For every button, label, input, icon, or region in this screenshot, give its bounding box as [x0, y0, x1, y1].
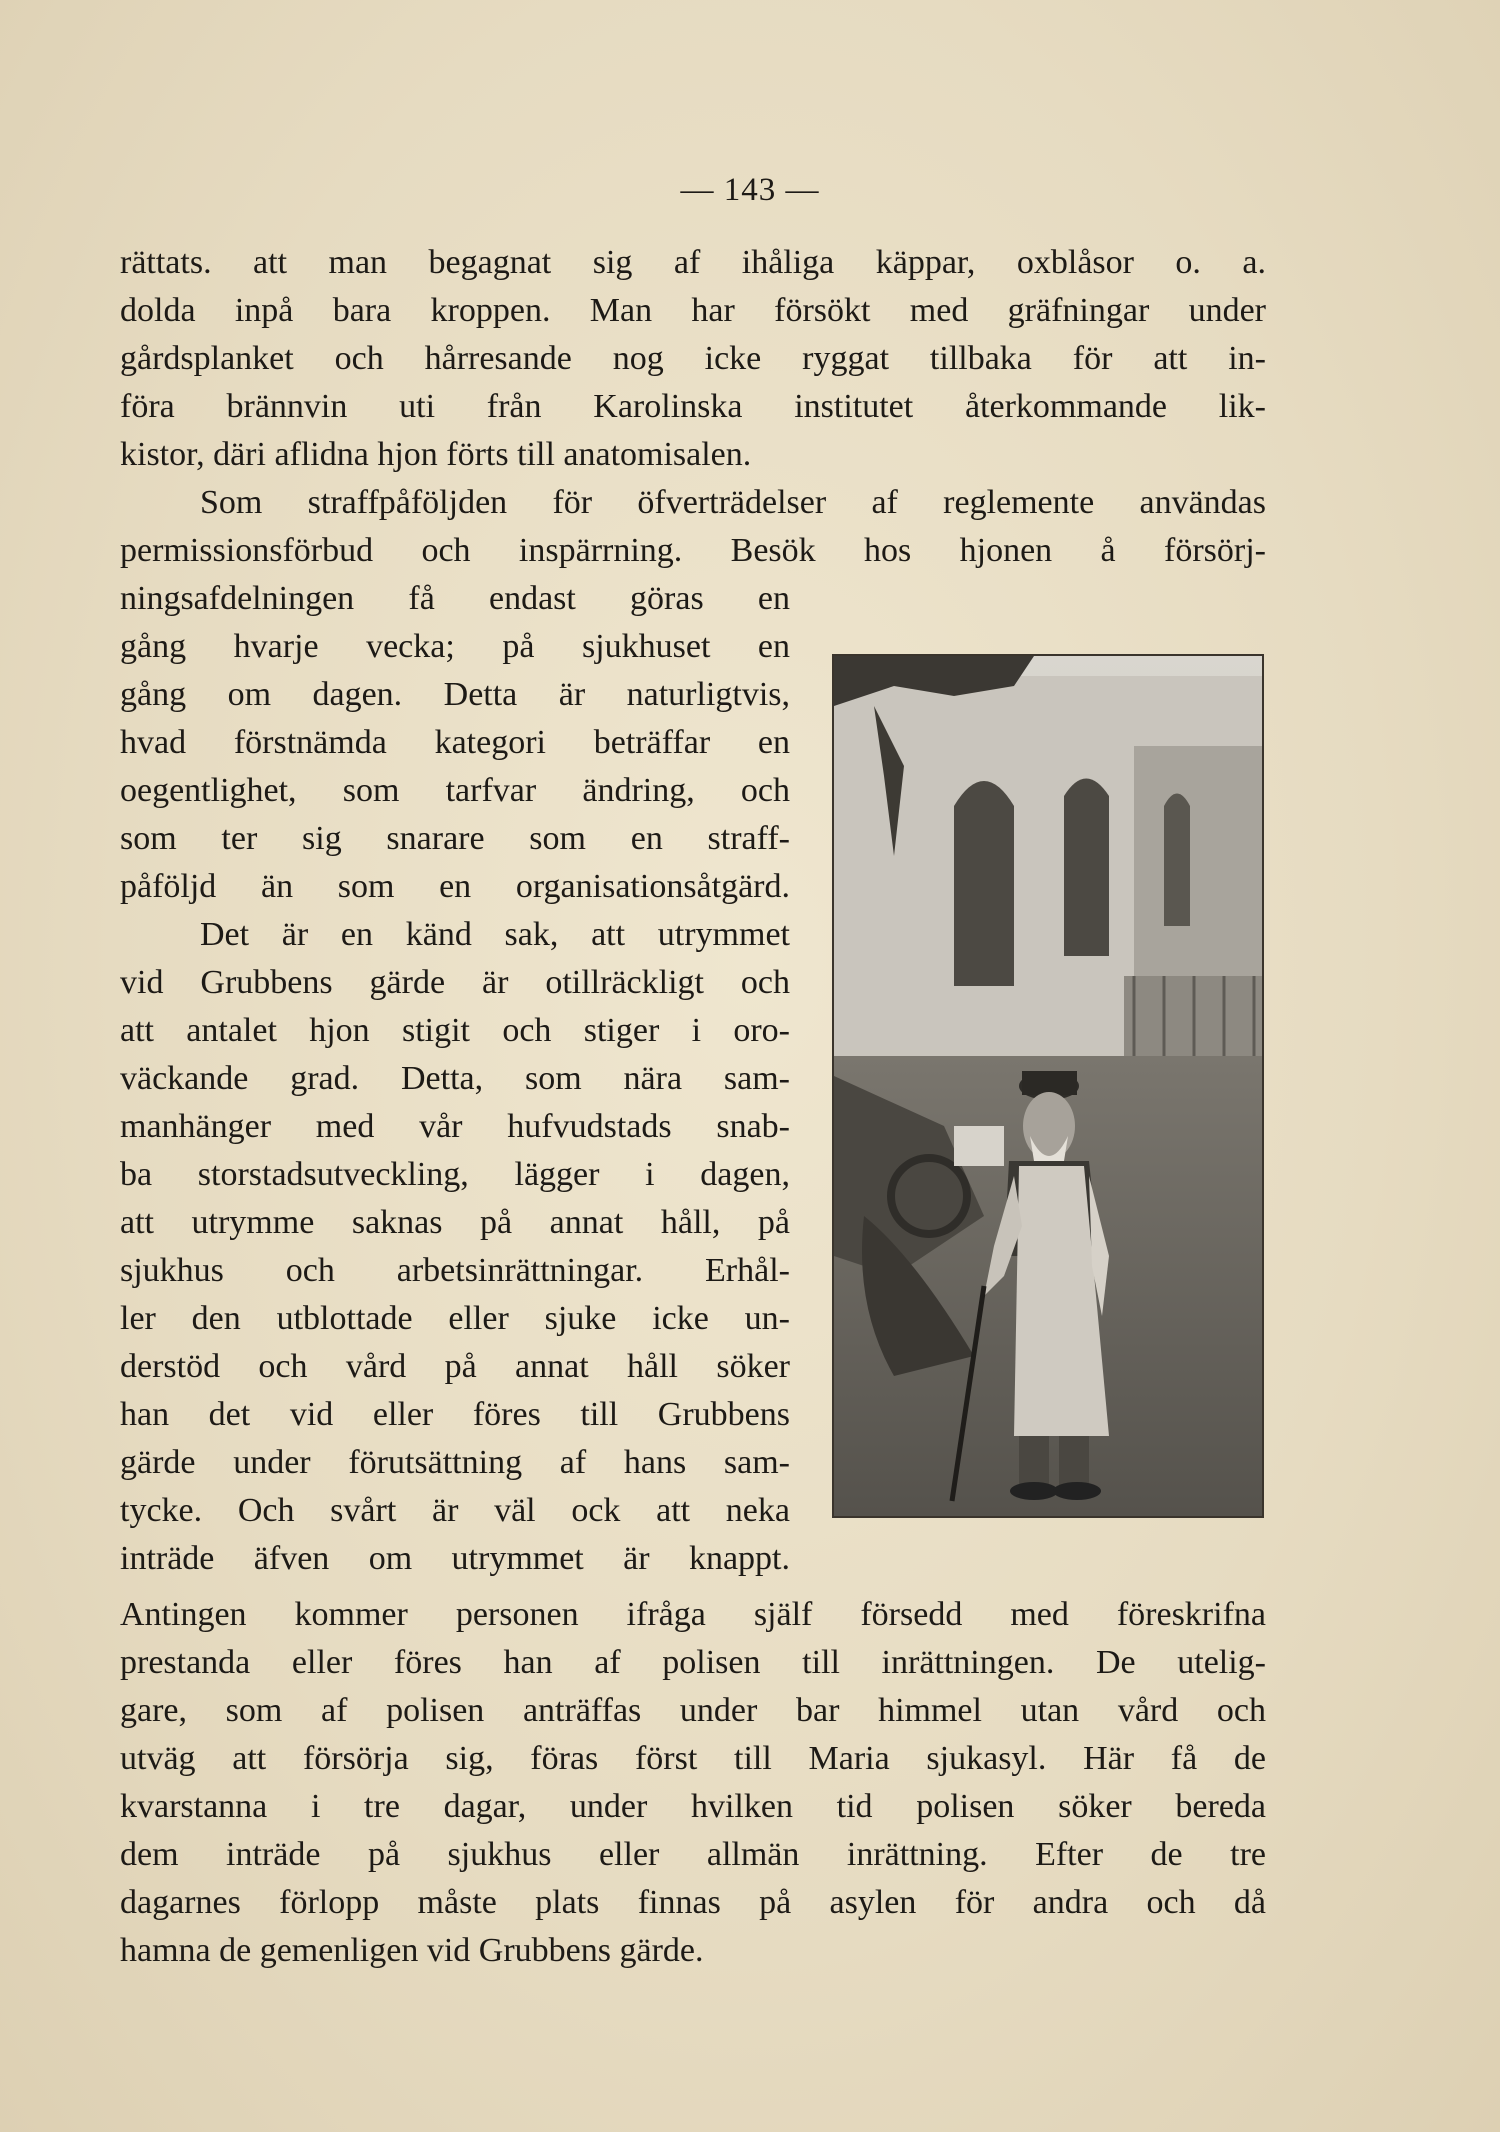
- text-line: vid Grubbens gärde är otillräckligt och: [120, 964, 790, 1001]
- text-line: tycke. Och svårt är väl ock att neka: [120, 1492, 790, 1529]
- text-line: Det är en känd sak, att utrymmet: [200, 916, 790, 953]
- text-line: gårdsplanket och hårresande nog icke ryggat tillbaka för att in-: [120, 340, 1266, 377]
- text-line: inträde äfven om utrymmet är knappt.: [120, 1540, 790, 1577]
- text-line: dagarnes förlopp måste plats finnas på asylen för andra och då: [120, 1884, 1266, 1921]
- text-line: Antingen kommer personen ifråga själf försedd med föreskrifna: [120, 1596, 1266, 1633]
- text-line: ba storstadsutveckling, lägger i dagen,: [120, 1156, 790, 1193]
- text-line: ningsafdelningen få endast göras en: [120, 580, 790, 617]
- text-line: gång hvarje vecka; på sjukhuset en: [120, 628, 790, 665]
- text-line: prestanda eller föres han af polisen till inrättningen. De utelig-: [120, 1644, 1266, 1681]
- text-line: som ter sig snarare som en straff-: [120, 820, 790, 857]
- text-line: Som straffpåföljden för öfverträdelser af reglemente användas: [200, 484, 1266, 521]
- text-line: väckande grad. Detta, som nära sam-: [120, 1060, 790, 1097]
- text-line: kvarstanna i tre dagar, under hvilken tid polisen söker bereda: [120, 1788, 1266, 1825]
- text-line: sjukhus och arbetsinrättningar. Erhål-: [120, 1252, 790, 1289]
- text-line: gare, som af polisen anträffas under bar himmel utan vård och: [120, 1692, 1266, 1729]
- text-line: utväg att försörja sig, föras först till Maria sjukasyl. Här få de: [120, 1740, 1266, 1777]
- text-line: dem inträde på sjukhus eller allmän inrättning. Efter de tre: [120, 1836, 1266, 1873]
- page-number: — 143 —: [680, 172, 820, 208]
- text-line: gärde under förutsättning af hans sam-: [120, 1444, 790, 1481]
- text-line: att utrymme saknas på annat håll, på: [120, 1204, 790, 1241]
- text-line: påföljd än som en organisationsåtgärd.: [120, 868, 790, 905]
- text-line: dolda inpå bara kroppen. Man har försökt med gräfningar under: [120, 292, 1266, 329]
- text-line: kistor, däri aflidna hjon förts till anatomisalen.: [120, 436, 752, 473]
- text-line: han det vid eller föres till Grubbens: [120, 1396, 790, 1433]
- text-line: gång om dagen. Detta är naturligtvis,: [120, 676, 790, 713]
- text-line: rättats. att man begagnat sig af ihåliga käppar, oxblåsor o. a.: [120, 244, 1266, 281]
- text-line: manhänger med vår hufvudstads snab-: [120, 1108, 790, 1145]
- text-line: hvad förstnämda kategori beträffar en: [120, 724, 790, 761]
- text-line: att antalet hjon stigit och stiger i oro-: [120, 1012, 790, 1049]
- text-line: ler den utblottade eller sjuke icke un-: [120, 1300, 790, 1337]
- text-line: hamna de gemenligen vid Grubbens gärde.: [120, 1932, 704, 1969]
- text-line: derstöd och vård på annat håll söker: [120, 1348, 790, 1385]
- text-line: permissionsförbud och inspärrning. Besök hos hjonen å försörj-: [120, 532, 1266, 569]
- text-line: oegentlighet, som tarfvar ändring, och: [120, 772, 790, 809]
- text-line: föra brännvin uti från Karolinska institutet återkommande lik-: [120, 388, 1266, 425]
- photograph-old-man-with-cane: [832, 654, 1264, 1518]
